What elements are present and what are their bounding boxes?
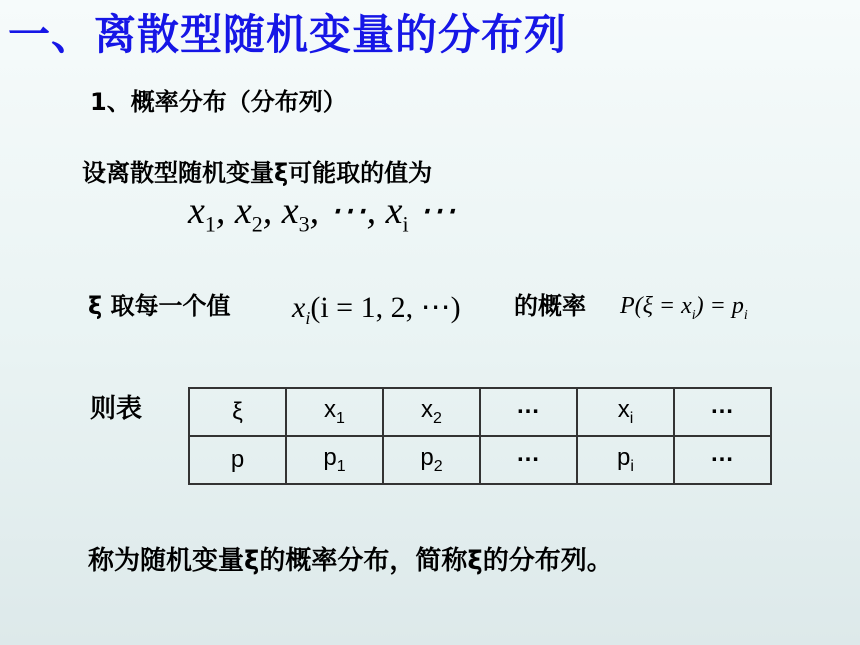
table-cell: $p_i$ <box>577 436 674 484</box>
slide-title: 一、离散型随机变量的分布列 <box>8 10 568 59</box>
seq-xi: $x_i$ <box>385 190 409 237</box>
value-sequence: $x_1$, $x_2$, $x_3$, ⋯, $x_i$ ⋯ <box>188 190 457 237</box>
table-cell: ξ <box>189 388 286 436</box>
table-cell: … <box>674 388 771 436</box>
table-cell: … <box>674 436 771 484</box>
seq-x1: $x_1$ <box>188 190 216 237</box>
conclusion-text: 称为随机变量ξ的概率分布，简称ξ的分布列。 <box>88 546 613 576</box>
value-line-prefix: ξ 取每一个值 <box>88 292 231 320</box>
distribution-table <box>188 387 772 485</box>
table-cell: p <box>189 436 286 484</box>
table-cell: $x_2$ <box>383 388 480 436</box>
table-row-probabilities <box>189 436 771 484</box>
seq-x2: $x_2$ <box>234 190 263 237</box>
section-subtitle: 1、概率分布（分布列） <box>90 88 347 116</box>
seq-dots: ⋯ <box>328 190 367 232</box>
probability-formula: $P(\xi = x_i) = p_i$ <box>620 293 748 323</box>
table-cell: $x_1$ <box>286 388 383 436</box>
table-row-values <box>189 388 771 436</box>
table-cell: $p_2$ <box>383 436 480 484</box>
xi-expression: $x_i(i = 1$, 2, ⋯) <box>292 291 461 328</box>
definition-line: 设离散型随机变量ξ可能取的值为 <box>82 159 433 187</box>
table-cell: $p_1$ <box>286 436 383 484</box>
table-cell: $x_i$ <box>577 388 674 436</box>
seq-dots-end: ⋯ <box>418 190 457 232</box>
table-intro-label: 则表 <box>90 394 143 424</box>
seq-x3: $x_3$ <box>281 190 310 237</box>
table-cell: … <box>480 436 577 484</box>
table-cell: … <box>480 388 577 436</box>
value-line-suffix: 的概率 <box>514 292 586 320</box>
